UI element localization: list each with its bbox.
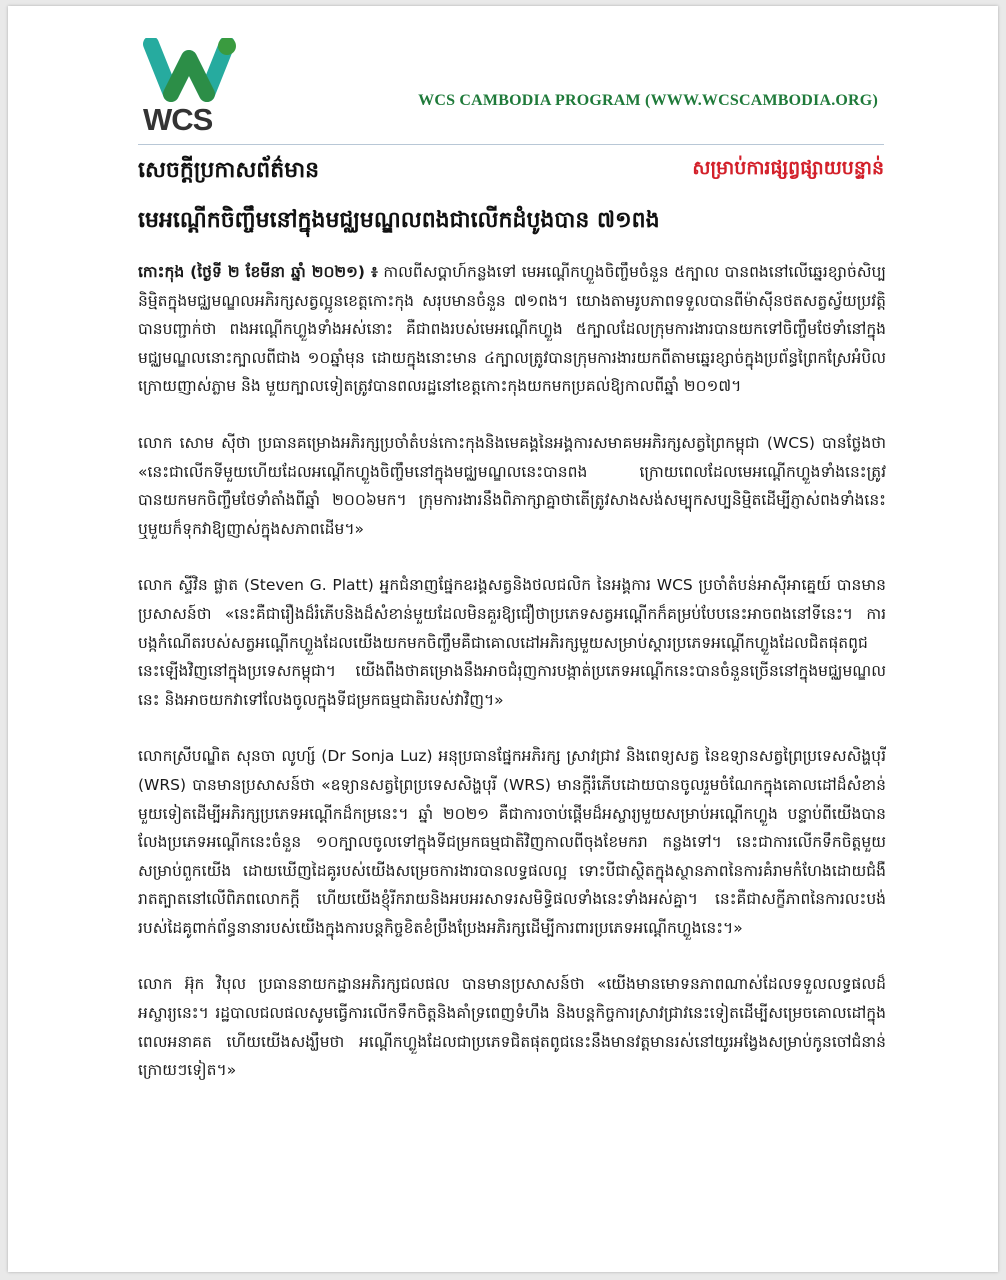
dateline: កោះកុង (ថ្ងៃទី ២ ខែមីនា ឆ្នាំ ២០២១) ៖ [138, 263, 378, 281]
wcs-w-mark-icon [141, 38, 237, 102]
headline: មេអណ្តើកចិញ្ចឹមនៅក្នុងមជ្ឈមណ្ឌលពងជាលើកដំបូងបាន ៧១ពង [138, 208, 660, 233]
paragraph-text: លោក ស្ទីវិន ផ្លាត (Steven G. Platt) អ្នកជំនាញផ្នែកឧរង្គសត្វនិងថលជលិក នៃអង្គការ WCS ប្រចាំតំបន់អាស៊ីអាគ្នេយ៍ បានមានប្រសាសន៍ថា «នេះគឺជារឿងដ៏រំភើបនិងដ៏សំខាន់មួយដែលមិនគួរឱ្យជឿថាប្រភេទសត្វអណ្តើកក៏គម្រប់បែបនេះអាចពងនៅទីនេះ។ ការបង្កកំណើតរបស់សត្វអណ្តើកហ្លួងដែលយើងយកមកចិញ្ចឹមគឺជាគោលដៅអភិរក្សមួយសម្រាប់ស្តារប្រភេទអណ្តើកហ្លួងដែលជិតផុតពូជនេះឡើងវិញនៅក្នុងប្រទេសកម្ពុជា។ យើងពឹងថាគម្រោងនឹងអាចជំរុញការបង្កាត់ប្រភេទអណ្តើកនេះបានចំនួនច្រើននៅក្នុងមជ្ឈមណ្ឌលនេះ និងអាចយកវាទៅលែងចូលក្នុងទីជម្រកធម្មជាតិរបស់វាវិញ។» [138, 576, 886, 709]
wcs-logo [141, 38, 237, 142]
logo-text: WCS [143, 102, 213, 137]
paragraph-text: លោកស្រីបណ្ឌិត សុនចា លូហ្ស៍ (Dr Sonja Luz) អនុប្រធានផ្នែកអភិរក្ស ស្រាវជ្រាវ និងពេទ្យសត្វ នៃឧទ្យានសត្វព្រៃប្រទេសសិង្ហបុរី (WRS) បានមានប្រសាសន៍ថា «ឧទ្យានសត្វព្រៃប្រទេសសិង្ហបុរី (WRS) មានក្តីរំភើបដោយបានចូលរួមចំណែកក្នុងគោលដៅដ៏សំខាន់មួយទៀតដើម្បីអភិរក្សប្រភេទអណ្តើកដ៏កម្រនេះ។ ឆ្នាំ ២០២១ គឺជាការចាប់ផ្តើមដ៏អស្ចារ្យមួយសម្រាប់អណ្តើកហ្លួង បន្ទាប់ពីយើងបានលែងប្រភេទអណ្តើកនេះចំនួន ១០ក្បាលចូលទៅក្នុងទីជម្រកធម្មជាតិវិញកាលពីចុងខែមករា កន្លងទៅ។ នេះជាការលើកទឹកចិត្តមួយសម្រាប់ពួកយើង ដោយឃើញដៃគូរបស់យើងសម្រេចការងារបានលទ្ធផលល្អ ទោះបីជាស្ថិតក្នុងស្ថានភាពនៃការគំរាមកំហែងដោយជំងឺរាតត្បាតនៅលើពិភពលោកក្តី ហើយយើងខ្ញុំរីករាយនិងអបអរសាទរសមិទ្ធិផលទាំងនេះទាំងអស់គ្នា។ នេះគឺជាសក្ខីភាពនៃការលះបង់របស់ដៃគូពាក់ព័ន្ធនានារបស់យើងក្នុងការបន្តកិច្ចខិតខំប្រឹងប្រែងអភិរក្សដើម្បីការពារប្រភេទអណ្តើកហ្លួងនេះ។» [138, 747, 886, 937]
paragraph [138, 742, 886, 942]
program-heading: WCS CAMBODIA PROGRAM (WWW.WCSCAMBODIA.ORG) [418, 92, 878, 109]
header-divider [138, 144, 884, 145]
immediate-release-label: សម្រាប់ការផ្សព្វផ្សាយបន្ទាន់ [692, 157, 884, 179]
paragraph [138, 970, 886, 1084]
paragraph-text: កាលពីសប្តាហ៍កន្លងទៅ មេអណ្តើកហ្លួងចិញ្ចឹមចំនួន ៥ក្បាល បានពងនៅលើឆ្នេរខ្សាច់សិប្បនិម្មិតក្នុងមជ្ឈមណ្ឌលអភិរក្សសត្វល្អូនខេត្តកោះកុង សរុបមានចំនួន ៧១ពង។ យោងតាមរូបភាពទទួលបានពីម៉ាស៊ីនថតសត្វស្វ័យប្រវត្តិបានបញ្ជាក់ថា ពងអណ្តើកហ្លួងទាំងអស់នោះ គឺជាពងរបស់មេអណ្តើកហ្លួង ៥ក្បាលដែលក្រុមការងារបានយកទៅចិញ្ចឹមថែទាំនៅក្នុងមជ្ឈមណ្ឌលនោះក្បាលពីជាង ១០ឆ្នាំមុន ដោយក្នុងនោះមាន ៤ក្បាលត្រូវបានក្រុមការងារយកពីតាមឆ្នេរខ្សាច់ក្នុងប្រព័ន្ធព្រៃកស្រែអំបិលក្រោយញាស់ភ្លាម និង មួយក្បាលទៀតត្រូវបានពលរដ្ឋនៅខេត្តកោះកុងយកមកប្រគល់ឱ្យកាលពីឆ្នាំ ២០១៧។ [138, 263, 887, 396]
paragraph-text: លោក សោម ស៊ីថា ប្រធានគម្រោងអភិរក្សប្រចាំតំបន់កោះកុងនិងមេគង្គនៃអង្គការសមាគមអភិរក្សសត្វព្រៃកម្ពុជា (WCS) បានថ្លែងថា «នេះជាលើកទីមួយហើយដែលអណ្តើកហ្លួងចិញ្ចឹមនៅក្នុងមជ្ឈមណ្ឌលនេះបានពង ក្រោយពេលដែលមេអណ្តើកហ្លួងទាំងនេះត្រូវបានយកមកចិញ្ចឹមថែទាំតាំងពីឆ្នាំ ២០០៦មក។ ក្រុមការងារនឹងពិភាក្សាគ្នាថាតើត្រូវសាងសង់សម្បុកសប្បនិម្មិតដើម្បីភ្ញាស់ពងទាំងនេះ ឬមួយក៏ទុកវាឱ្យញាស់ក្នុងសភាពដើម។» [138, 433, 886, 538]
paragraph-text: លោក អ៊ុក វិបុល ប្រធាននាយកដ្ឋានអភិរក្សជលផល បានមានប្រសាសន៍ថា «យើងមានមោទនភាពណាស់ដែលទទួលលទ្ធផលដ៏អស្ចារ្យនេះ។ រដ្ឋបាលជលផលសូមធ្វើការលើកទឹកចិត្តនិងគាំទ្រពេញទំហឹង និងបន្តកិច្ចការស្រាវជ្រាវនេះទៀតដើម្បីសម្រេចគោលដៅក្នុងពេលអនាគត ហើយយើងសង្ឃឹមថា អណ្តើកហ្លួងដែលជាប្រភេទជិតផុតពូជនេះនឹងមានវត្តមានរស់នៅយូរអង្វែងសម្រាប់កូនចៅជំនាន់ក្រោយៗទៀត។» [138, 975, 886, 1080]
article-body [138, 258, 886, 1113]
paragraph [138, 258, 886, 401]
paragraph [138, 429, 886, 543]
document-page [8, 6, 998, 1272]
press-release-title: សេចក្តីប្រកាសព័ត៌មាន [138, 158, 320, 183]
paragraph [138, 571, 886, 714]
